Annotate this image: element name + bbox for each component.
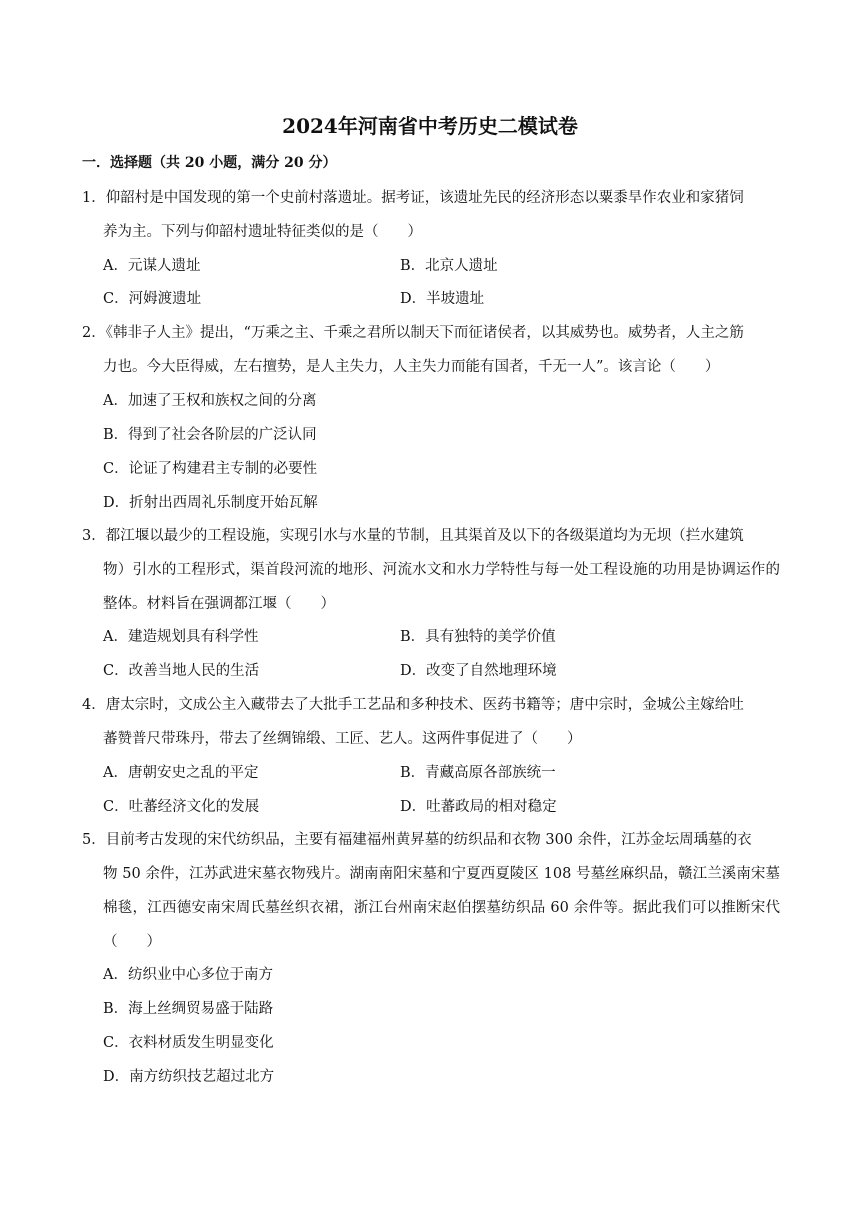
option-d[interactable]: D．折射出西周礼乐制度开始瓦解 — [103, 495, 318, 511]
option-c[interactable]: C．改善当地人民的生活 — [103, 663, 260, 679]
option-b[interactable]: B．北京人遗址 — [400, 258, 498, 274]
question-text: 唐太宗时，文成公主入藏带去了大批手工艺品和多种技术、医药书籍等；唐中宗时，金城公主嫁给吐 — [105, 697, 744, 713]
question-number: 1． — [82, 190, 106, 206]
option-b[interactable]: B．得到了社会各阶层的广泛认同 — [103, 427, 317, 443]
option-d[interactable]: D．吐蕃政局的相对稳定 — [400, 799, 557, 815]
option-a[interactable]: A．唐朝安史之乱的平定 — [103, 765, 259, 781]
question-text: 目前考古发现的宋代纺织品，主要有福建福州黄昇墓的纺织品和衣物 300 余件，江苏金坛周瑀墓的衣 — [105, 832, 752, 848]
question-2 — [82, 316, 780, 384]
question-text: 《韩非子人主》提出，“万乘之主、千乘之君所以制天下而征诸侯者，以其威势也。威势者，人主之筋 — [105, 325, 744, 341]
page-title: 2024年河南省中考历史二模试卷 — [282, 114, 578, 138]
question-1 — [82, 181, 780, 249]
option-c[interactable]: C．吐蕃经济文化的发展 — [103, 799, 260, 815]
option-c[interactable]: C．河姆渡遗址 — [103, 291, 202, 307]
option-d[interactable]: D．半坡遗址 — [400, 291, 485, 307]
question-text-continued: 养为主。下列与仰韶村遗址特征类似的是（ ） — [103, 224, 422, 240]
option-a[interactable]: A．加速了王权和族权之间的分离 — [103, 393, 317, 409]
option-d[interactable]: D．改变了自然地理环境 — [400, 663, 557, 679]
option-c[interactable]: C．衣料材质发生明显变化 — [103, 1035, 274, 1051]
option-a[interactable]: A．纺织业中心多位于南方 — [103, 967, 273, 983]
question-number: 2． — [82, 325, 106, 341]
option-b[interactable]: B．海上丝绸贸易盛于陆路 — [103, 1001, 274, 1017]
question-number: 3． — [82, 528, 106, 544]
question-3 — [82, 519, 780, 621]
option-a[interactable]: A．建造规划具有科学性 — [103, 629, 259, 645]
question-text-continued: 力也。今大臣得威，左右擅势，是人主失力，人主失力而能有国者，千无一人”。该言论（ ） — [103, 359, 720, 375]
question-text-continued: 物 50 余件，江苏武进宋墓衣物残片。湖南南阳宋墓和宁夏西夏陵区 108 号墓丝麻织品，赣江兰溪南宋墓棉毯，江西德安南宋周氏墓丝织衣裙，浙江台州南宋赵伯摆墓纺织品 60 余件等。据此我们可以推断宋代（ ） — [103, 866, 780, 950]
question-text: 都江堰以最少的工程设施，实现引水与水量的节制，且其渠首及以下的各级渠道均为无坝（拦水建筑 — [105, 528, 744, 544]
question-4 — [82, 688, 780, 756]
question-text-continued: 物）引水的工程形式，渠首段河流的地形、河流水文和水力学特性与每一处工程设施的功用是协调运作的整体。材料旨在强调都江堰（ ） — [103, 562, 780, 612]
section-heading: 一．选择题（共 20 小题，满分 20 分） — [82, 155, 337, 171]
question-5 — [82, 823, 780, 959]
question-number: 4． — [82, 697, 106, 713]
option-d[interactable]: D．南方纺织技艺超过北方 — [103, 1069, 275, 1085]
option-a[interactable]: A．元谋人遗址 — [103, 258, 201, 274]
option-c[interactable]: C．论证了构建君主专制的必要性 — [103, 461, 318, 477]
option-b[interactable]: B．具有独特的美学价值 — [400, 629, 556, 645]
question-text: 仰韶村是中国发现的第一个史前村落遗址。据考证，该遗址先民的经济形态以粟黍旱作农业和家猪饲 — [105, 190, 744, 206]
question-number: 5． — [82, 832, 106, 848]
option-b[interactable]: B．青藏高原各部族统一 — [400, 765, 556, 781]
question-text-continued: 蕃赞普尺带珠丹，带去了丝绸锦缎、工匠、艺人。这两件事促进了（ ） — [103, 731, 582, 747]
